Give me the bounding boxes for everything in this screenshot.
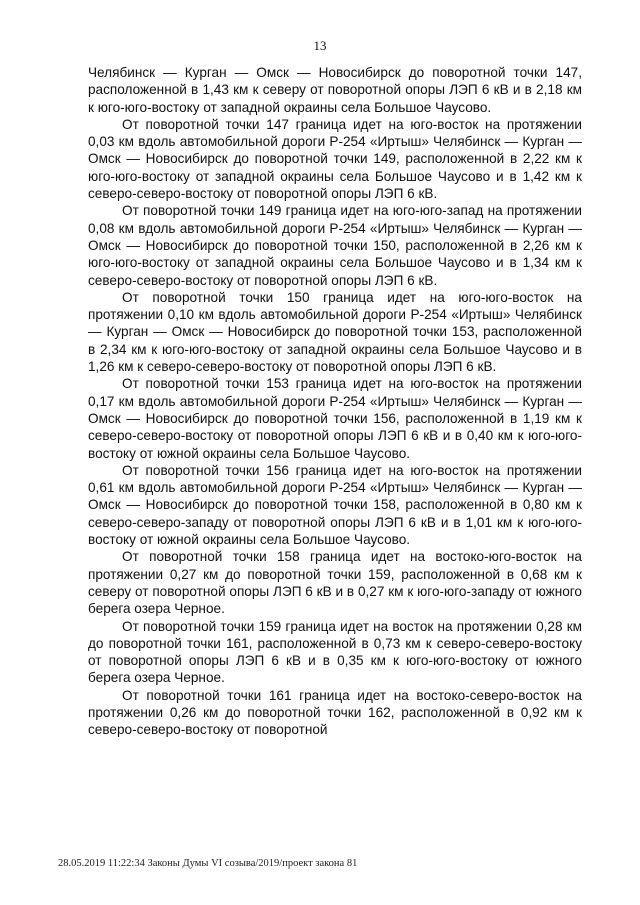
paragraph: От поворотной точки 150 граница идет на юго-юго-восток на протяжении 0,10 км вдоль автомобильной дороги Р-254 «Иртыш» Челябинск — Курган — Омск — Новосибирск до поворотной точки 153, расположенной в 2,34 км к юго-юго-востоку от западной окраины села Большое Чаусово и в 1,26 км к северо-северо-востоку от поворотной опоры ЛЭП 6 кВ. xyxy=(88,289,582,375)
paragraph-continuation: Челябинск — Курган — Омск — Новосибирск до поворотной точки 147, расположенной в 1,43 км к северу от поворотной опоры ЛЭП 6 кВ и в 2,18 км к юго-юго-востоку от западной окраины села Большое Чаусово. xyxy=(88,65,582,115)
page-number: 13 xyxy=(313,38,327,53)
paragraph: От поворотной точки 158 граница идет на востоко-юго-восток на протяжении 0,27 км до поворотной точки 159, расположенной в 0,68 км к северу от поворотной опоры ЛЭП 6 кВ и в 0,27 км к юго-юго-западу от южного берега озера Черное. xyxy=(88,549,582,617)
paragraph: От поворотной точки 147 граница идет на юго-восток на протяжении 0,03 км вдоль автомобильной дороги Р-254 «Иртыш» Челябинск — Курган — Омск — Новосибирск до поворотной точки 149, расположенной в 2,22 км к юго-юго-востоку от западной окраины села Большое Чаусово и в 1,42 км к северо-северо-востоку от поворотной опоры ЛЭП 6 кВ. xyxy=(88,116,582,202)
paragraph: От поворотной точки 153 граница идет на юго-восток на протяжении 0,17 км вдоль автомобильной дороги Р-254 «Иртыш» Челябинск — Курган — Омск — Новосибирск до поворотной точки 156, расположенной в 1,19 км к северо-северо-востоку от поворотной опоры ЛЭП 6 кВ и в 0,40 км к юго-юго-востоку от южной окраины села Большое Чаусово. xyxy=(88,376,582,461)
paragraph: От поворотной точки 156 граница идет на юго-восток на протяжении 0,61 км вдоль автомобильной дороги Р-254 «Иртыш» Челябинск — Курган — Омск — Новосибирск до поворотной точки 158, расположенной в 0,80 км к северо-северо-западу от поворотной опоры ЛЭП 6 кВ и в 1,01 км к юго-юго-востоку от южной окраины села Большое Чаусово. xyxy=(88,462,582,548)
paragraph: От поворотной точки 159 граница идет на восток на протяжении 0,28 км до поворотной точки 161, расположенной в 0,73 км к северо-северо-востоку от поворотной опоры ЛЭП 6 кВ и в 0,35 км к юго-юго-востоку от южного берега озера Черное. xyxy=(88,618,582,686)
document-footer: 28.05.2019 11:22:34 Законы Думы VI созыва/2019/проект закона 81 xyxy=(58,858,358,869)
document-body xyxy=(88,64,582,739)
paragraph: От поворотной точки 161 граница идет на востоко-северо-восток на протяжении 0,26 км до поворотной точки 162, расположенной в 0,92 км к северо-северо-востоку от поворотной xyxy=(88,687,582,738)
paragraph: От поворотной точки 149 граница идет на юго-юго-запад на протяжении 0,08 км вдоль автомобильной дороги Р-254 «Иртыш» Челябинск — Курган — Омск — Новосибирск до поворотной точки 150, расположенной в 2,26 км к юго-юго-востоку от западной окраины села Большое Чаусово и в 1,34 км к северо-северо-востоку от поворотной опоры ЛЭП 6 кВ. xyxy=(88,203,582,288)
